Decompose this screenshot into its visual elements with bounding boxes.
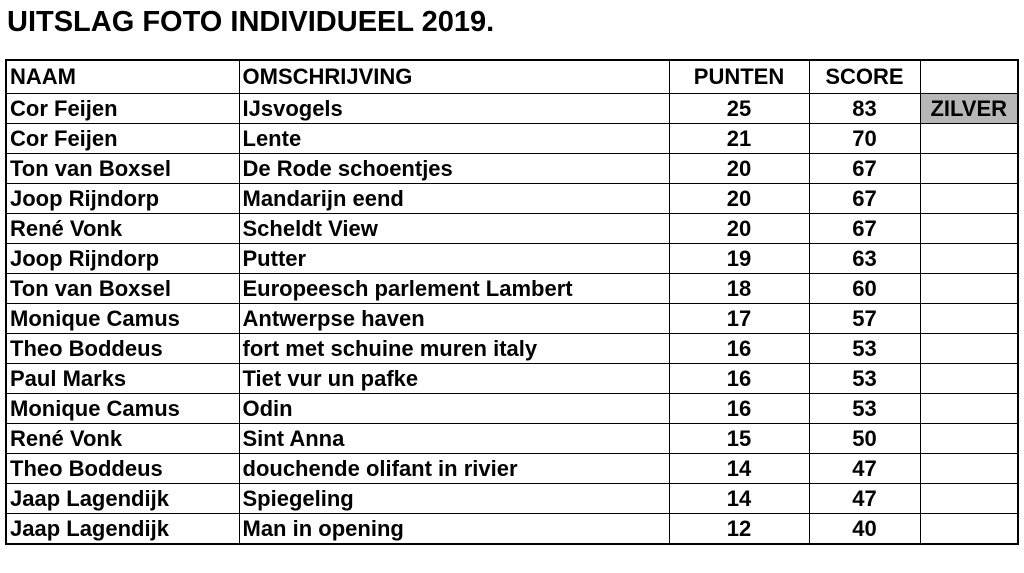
cell-score: 47 (809, 484, 920, 514)
cell-punten: 20 (669, 184, 809, 214)
cell-naam: Monique Camus (6, 304, 239, 334)
cell-naam: Cor Feijen (6, 124, 239, 154)
cell-score: 67 (809, 154, 920, 184)
cell-punten: 16 (669, 334, 809, 364)
cell-award (920, 334, 1018, 364)
cell-naam: Jaap Lagendijk (6, 484, 239, 514)
table-row (6, 394, 1018, 424)
table-row (6, 514, 1018, 545)
cell-award (920, 454, 1018, 484)
cell-award (920, 484, 1018, 514)
cell-punten: 14 (669, 454, 809, 484)
cell-naam: Paul Marks (6, 364, 239, 394)
cell-punten: 20 (669, 154, 809, 184)
cell-score: 53 (809, 364, 920, 394)
cell-omschrijving: IJsvogels (239, 94, 669, 124)
results-table (5, 59, 1019, 545)
cell-score: 60 (809, 274, 920, 304)
cell-punten: 14 (669, 484, 809, 514)
cell-score: 57 (809, 304, 920, 334)
table-row (6, 424, 1018, 454)
cell-naam: Ton van Boxsel (6, 274, 239, 304)
cell-score: 50 (809, 424, 920, 454)
cell-omschrijving: Tiet vur un pafke (239, 364, 669, 394)
cell-naam: Monique Camus (6, 394, 239, 424)
cell-naam: Jaap Lagendijk (6, 514, 239, 545)
award-badge: ZILVER (920, 94, 1018, 124)
cell-punten: 16 (669, 394, 809, 424)
cell-naam: Cor Feijen (6, 94, 239, 124)
cell-naam: Theo Boddeus (6, 334, 239, 364)
table-row (6, 244, 1018, 274)
cell-score: 53 (809, 334, 920, 364)
cell-omschrijving: Man in opening (239, 514, 669, 545)
cell-omschrijving: fort met schuine muren italy (239, 334, 669, 364)
cell-naam: Joop Rijndorp (6, 184, 239, 214)
cell-award (920, 124, 1018, 154)
cell-naam: Ton van Boxsel (6, 154, 239, 184)
cell-omschrijving: Putter (239, 244, 669, 274)
cell-omschrijving: Lente (239, 124, 669, 154)
cell-score: 83 (809, 94, 920, 124)
header-award (920, 60, 1018, 94)
table-header-row (6, 60, 1018, 94)
table-row (6, 184, 1018, 214)
table-row (6, 94, 1018, 124)
cell-naam: Theo Boddeus (6, 454, 239, 484)
cell-naam: Joop Rijndorp (6, 244, 239, 274)
header-punten: PUNTEN (669, 60, 809, 94)
cell-score: 67 (809, 214, 920, 244)
cell-award (920, 304, 1018, 334)
header-omschrijving: OMSCHRIJVING (239, 60, 669, 94)
cell-award (920, 514, 1018, 545)
cell-punten: 15 (669, 424, 809, 454)
cell-award (920, 394, 1018, 424)
cell-award (920, 184, 1018, 214)
cell-score: 63 (809, 244, 920, 274)
cell-omschrijving: Spiegeling (239, 484, 669, 514)
cell-punten: 19 (669, 244, 809, 274)
table-row (6, 124, 1018, 154)
cell-award (920, 424, 1018, 454)
cell-punten: 18 (669, 274, 809, 304)
cell-award (920, 214, 1018, 244)
header-naam: NAAM (6, 60, 239, 94)
page-title: UITSLAG FOTO INDIVIDUEEL 2019. (7, 6, 495, 38)
cell-naam: René Vonk (6, 424, 239, 454)
cell-omschrijving: douchende olifant in rivier (239, 454, 669, 484)
cell-award (920, 364, 1018, 394)
table-row (6, 334, 1018, 364)
cell-omschrijving: Sint Anna (239, 424, 669, 454)
cell-score: 40 (809, 514, 920, 545)
cell-punten: 20 (669, 214, 809, 244)
cell-score: 53 (809, 394, 920, 424)
table-row (6, 364, 1018, 394)
cell-punten: 12 (669, 514, 809, 545)
cell-score: 47 (809, 454, 920, 484)
cell-naam: René Vonk (6, 214, 239, 244)
cell-punten: 21 (669, 124, 809, 154)
cell-omschrijving: Odin (239, 394, 669, 424)
table-row (6, 274, 1018, 304)
cell-omschrijving: De Rode schoentjes (239, 154, 669, 184)
header-score: SCORE (809, 60, 920, 94)
cell-award (920, 274, 1018, 304)
cell-score: 67 (809, 184, 920, 214)
cell-omschrijving: Antwerpse haven (239, 304, 669, 334)
cell-score: 70 (809, 124, 920, 154)
table-row (6, 214, 1018, 244)
cell-award (920, 154, 1018, 184)
table-row (6, 454, 1018, 484)
cell-punten: 16 (669, 364, 809, 394)
cell-omschrijving: Mandarijn eend (239, 184, 669, 214)
cell-omschrijving: Scheldt View (239, 214, 669, 244)
table-row (6, 304, 1018, 334)
cell-punten: 25 (669, 94, 809, 124)
cell-omschrijving: Europeesch parlement Lambert (239, 274, 669, 304)
cell-punten: 17 (669, 304, 809, 334)
cell-award (920, 244, 1018, 274)
table-row (6, 484, 1018, 514)
table-row (6, 154, 1018, 184)
